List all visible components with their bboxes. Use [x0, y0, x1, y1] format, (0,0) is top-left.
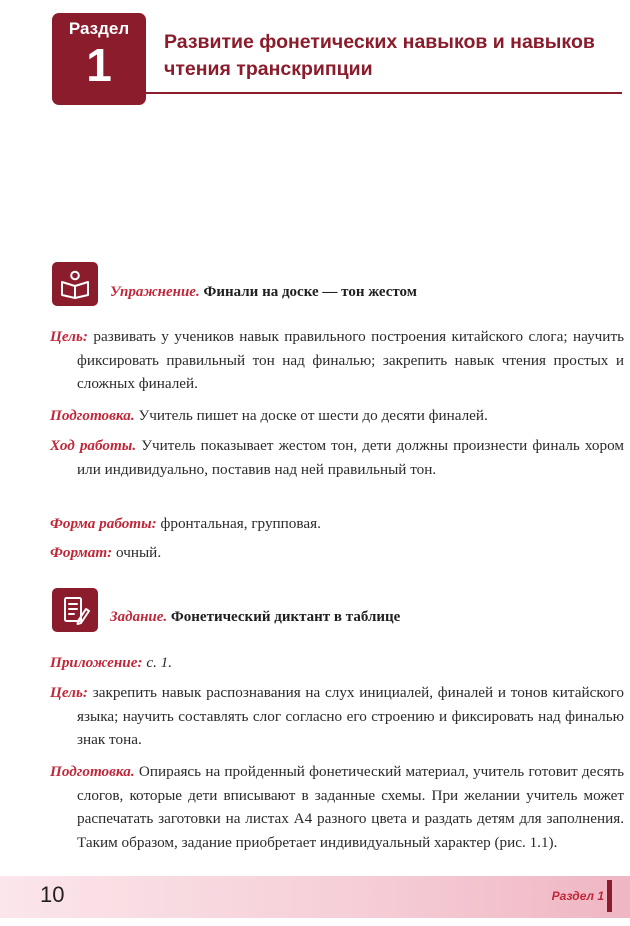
exercise1-name: Финали на доске — тон жестом	[203, 284, 417, 300]
field-text: закрепить навык распознавания на слух инициалей, финалей и тонов китайского языка; научить составлять слог согласно его строению и фиксировать над финалью знак тона.	[77, 684, 624, 748]
field-label: Цель:	[50, 684, 88, 701]
document-pencil-icon	[52, 588, 98, 632]
exercise1-heading	[110, 284, 417, 301]
page-title: Развитие фонетических навыков и навыков чтения транскрипции	[164, 31, 595, 80]
exercise2-name: Фонетический диктант в таблице	[170, 609, 401, 625]
field-text: Учитель пишет на доске от шести до десяти финалей.	[138, 407, 488, 424]
footer-section-label: Раздел 1	[551, 889, 604, 903]
field-text: очный.	[116, 544, 162, 561]
exercise2-appendix	[50, 651, 624, 675]
field-text: фронтальная, групповая.	[160, 515, 321, 532]
section-word: Раздел	[68, 19, 130, 38]
exercise1-type-label: Упражнение.	[110, 284, 200, 300]
exercise2-preparation	[50, 760, 624, 854]
footer-tab-marker	[607, 880, 612, 912]
exercise1-preparation	[50, 404, 624, 428]
exercise1-procedure	[50, 434, 624, 481]
field-label: Подготовка.	[50, 407, 135, 424]
exercise1-work-form	[50, 512, 624, 536]
page-number: 10	[40, 882, 65, 907]
field-text: Учитель показывает жестом тон, дети должны произнести финаль хором или индивидуально, поставив над ней правильный тон.	[77, 437, 624, 478]
field-label: Приложение:	[50, 654, 143, 671]
field-label: Формат:	[50, 544, 113, 561]
field-label: Подготовка.	[50, 763, 135, 780]
field-text: с. 1.	[146, 654, 173, 671]
field-text: развивать у учеников навык правильного построения китайского слога; научить фиксировать правильный тон над финалью; закрепить навык чтения простых и сложных финалей.	[77, 328, 625, 392]
exercise2-goal	[50, 681, 624, 752]
exercise2-heading	[110, 609, 400, 626]
title-divider	[146, 92, 622, 94]
field-label: Цель:	[50, 328, 88, 345]
field-text: Опираясь на пройденный фонетический материал, учитель готовит десять слогов, которые дети вписывают в заданные схемы. При желании учитель может распечатать заготовки на листах А4 разного цвета и раздать детям для заполнения. Таким образом, задание приобретает индивидуальный характер (рис. 1.1).	[77, 763, 625, 851]
section-number: 1	[86, 39, 112, 91]
footer-band	[0, 876, 630, 918]
exercise1-goal	[50, 325, 624, 396]
field-label: Ход работы.	[50, 437, 137, 454]
exercise2-type-label: Задание.	[110, 609, 168, 625]
exercise1-format	[50, 541, 624, 565]
field-label: Форма работы:	[50, 515, 157, 532]
section-badge	[52, 13, 146, 105]
reading-person-icon	[52, 262, 98, 306]
